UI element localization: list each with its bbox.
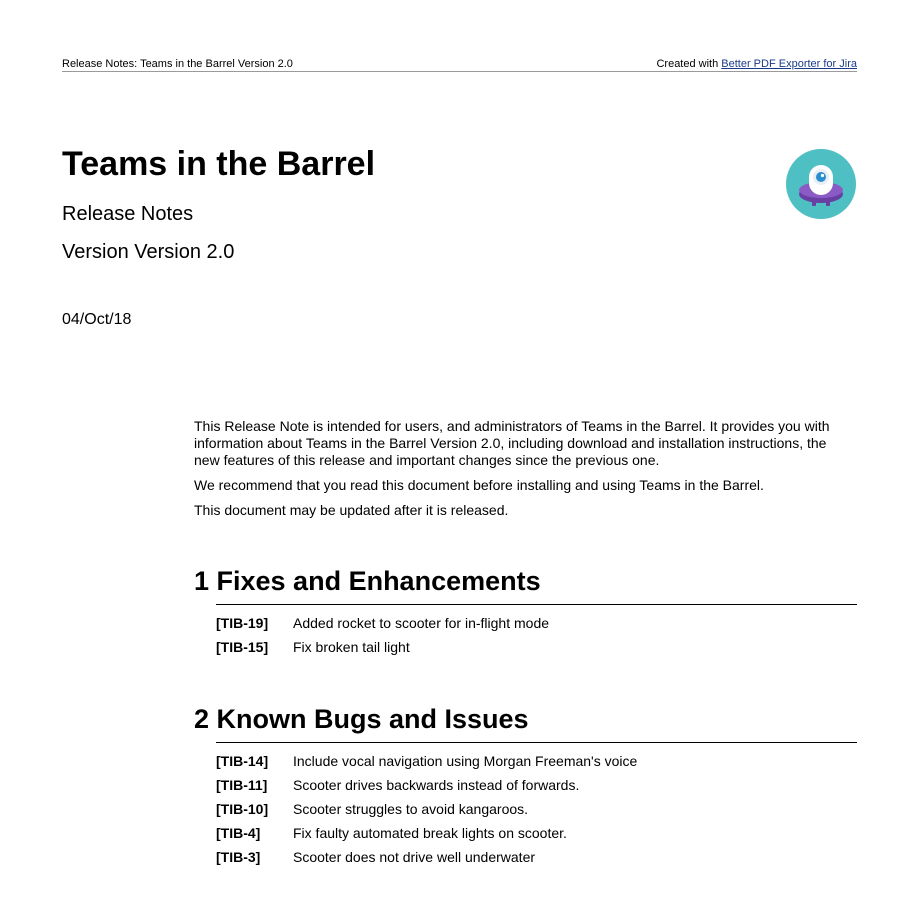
issue-row — [216, 797, 857, 821]
issue-summary: Fix broken tail light — [293, 639, 410, 655]
section-fixes-enhancements — [194, 564, 857, 659]
section-heading: 2 Known Bugs and Issues — [194, 704, 529, 734]
better-pdf-exporter-link[interactable]: Better PDF Exporter for Jira — [721, 58, 857, 70]
section-heading: 1 Fixes and Enhancements — [194, 566, 541, 596]
header-doc-title: Release Notes: Teams in the Barrel Version 2.0 — [62, 58, 293, 70]
issue-key: [TIB-3] — [216, 849, 261, 865]
issue-key: [TIB-11] — [216, 777, 268, 793]
issue-key: [TIB-4] — [216, 825, 261, 841]
document-subtitle: Release Notes — [62, 203, 194, 225]
intro-text — [194, 418, 854, 527]
project-logo — [786, 149, 856, 219]
intro-paragraph: This document may be updated after it is released. — [194, 502, 509, 518]
issue-summary: Scooter does not drive well underwater — [293, 849, 536, 865]
header-credit-prefix: Created with — [656, 58, 722, 70]
issue-summary: Added rocket to scooter for in-flight mode — [293, 615, 550, 631]
page-header — [62, 56, 857, 72]
issue-summary: Fix faulty automated break lights on scooter. — [293, 825, 567, 841]
intro-paragraph: This Release Note is intended for users, and administrators of Teams in the Barrel. It provides you with information about Teams in the Barrel Version 2.0, including download and installation instructions, the new features of this release and important changes since the previous one. — [194, 418, 830, 468]
ufo-robot-icon — [786, 149, 856, 219]
issue-row — [216, 845, 857, 869]
issue-key: [TIB-10] — [216, 801, 269, 817]
issue-summary: Scooter drives backwards instead of forwards. — [293, 777, 580, 793]
issue-row — [216, 773, 857, 797]
intro-paragraph: We recommend that you read this document before installing and using Teams in the Barrel. — [194, 477, 764, 493]
header-credit — [656, 57, 857, 71]
issue-key: [TIB-14] — [216, 753, 269, 769]
issue-key: [TIB-15] — [216, 639, 269, 655]
document-version: Version Version 2.0 — [62, 241, 235, 263]
issue-row — [216, 749, 857, 773]
issue-key: [TIB-19] — [216, 615, 269, 631]
section-known-bugs — [194, 702, 857, 869]
document-title: Teams in the Barrel — [62, 145, 376, 183]
issue-summary: Scooter struggles to avoid kangaroos. — [293, 801, 529, 817]
issue-row — [216, 611, 857, 635]
document-date: 04/Oct/18 — [62, 311, 132, 328]
issue-list — [194, 605, 857, 659]
issue-row — [216, 635, 857, 659]
issue-list — [194, 743, 857, 869]
issue-row — [216, 821, 857, 845]
issue-summary: Include vocal navigation using Morgan Freeman's voice — [293, 753, 638, 769]
